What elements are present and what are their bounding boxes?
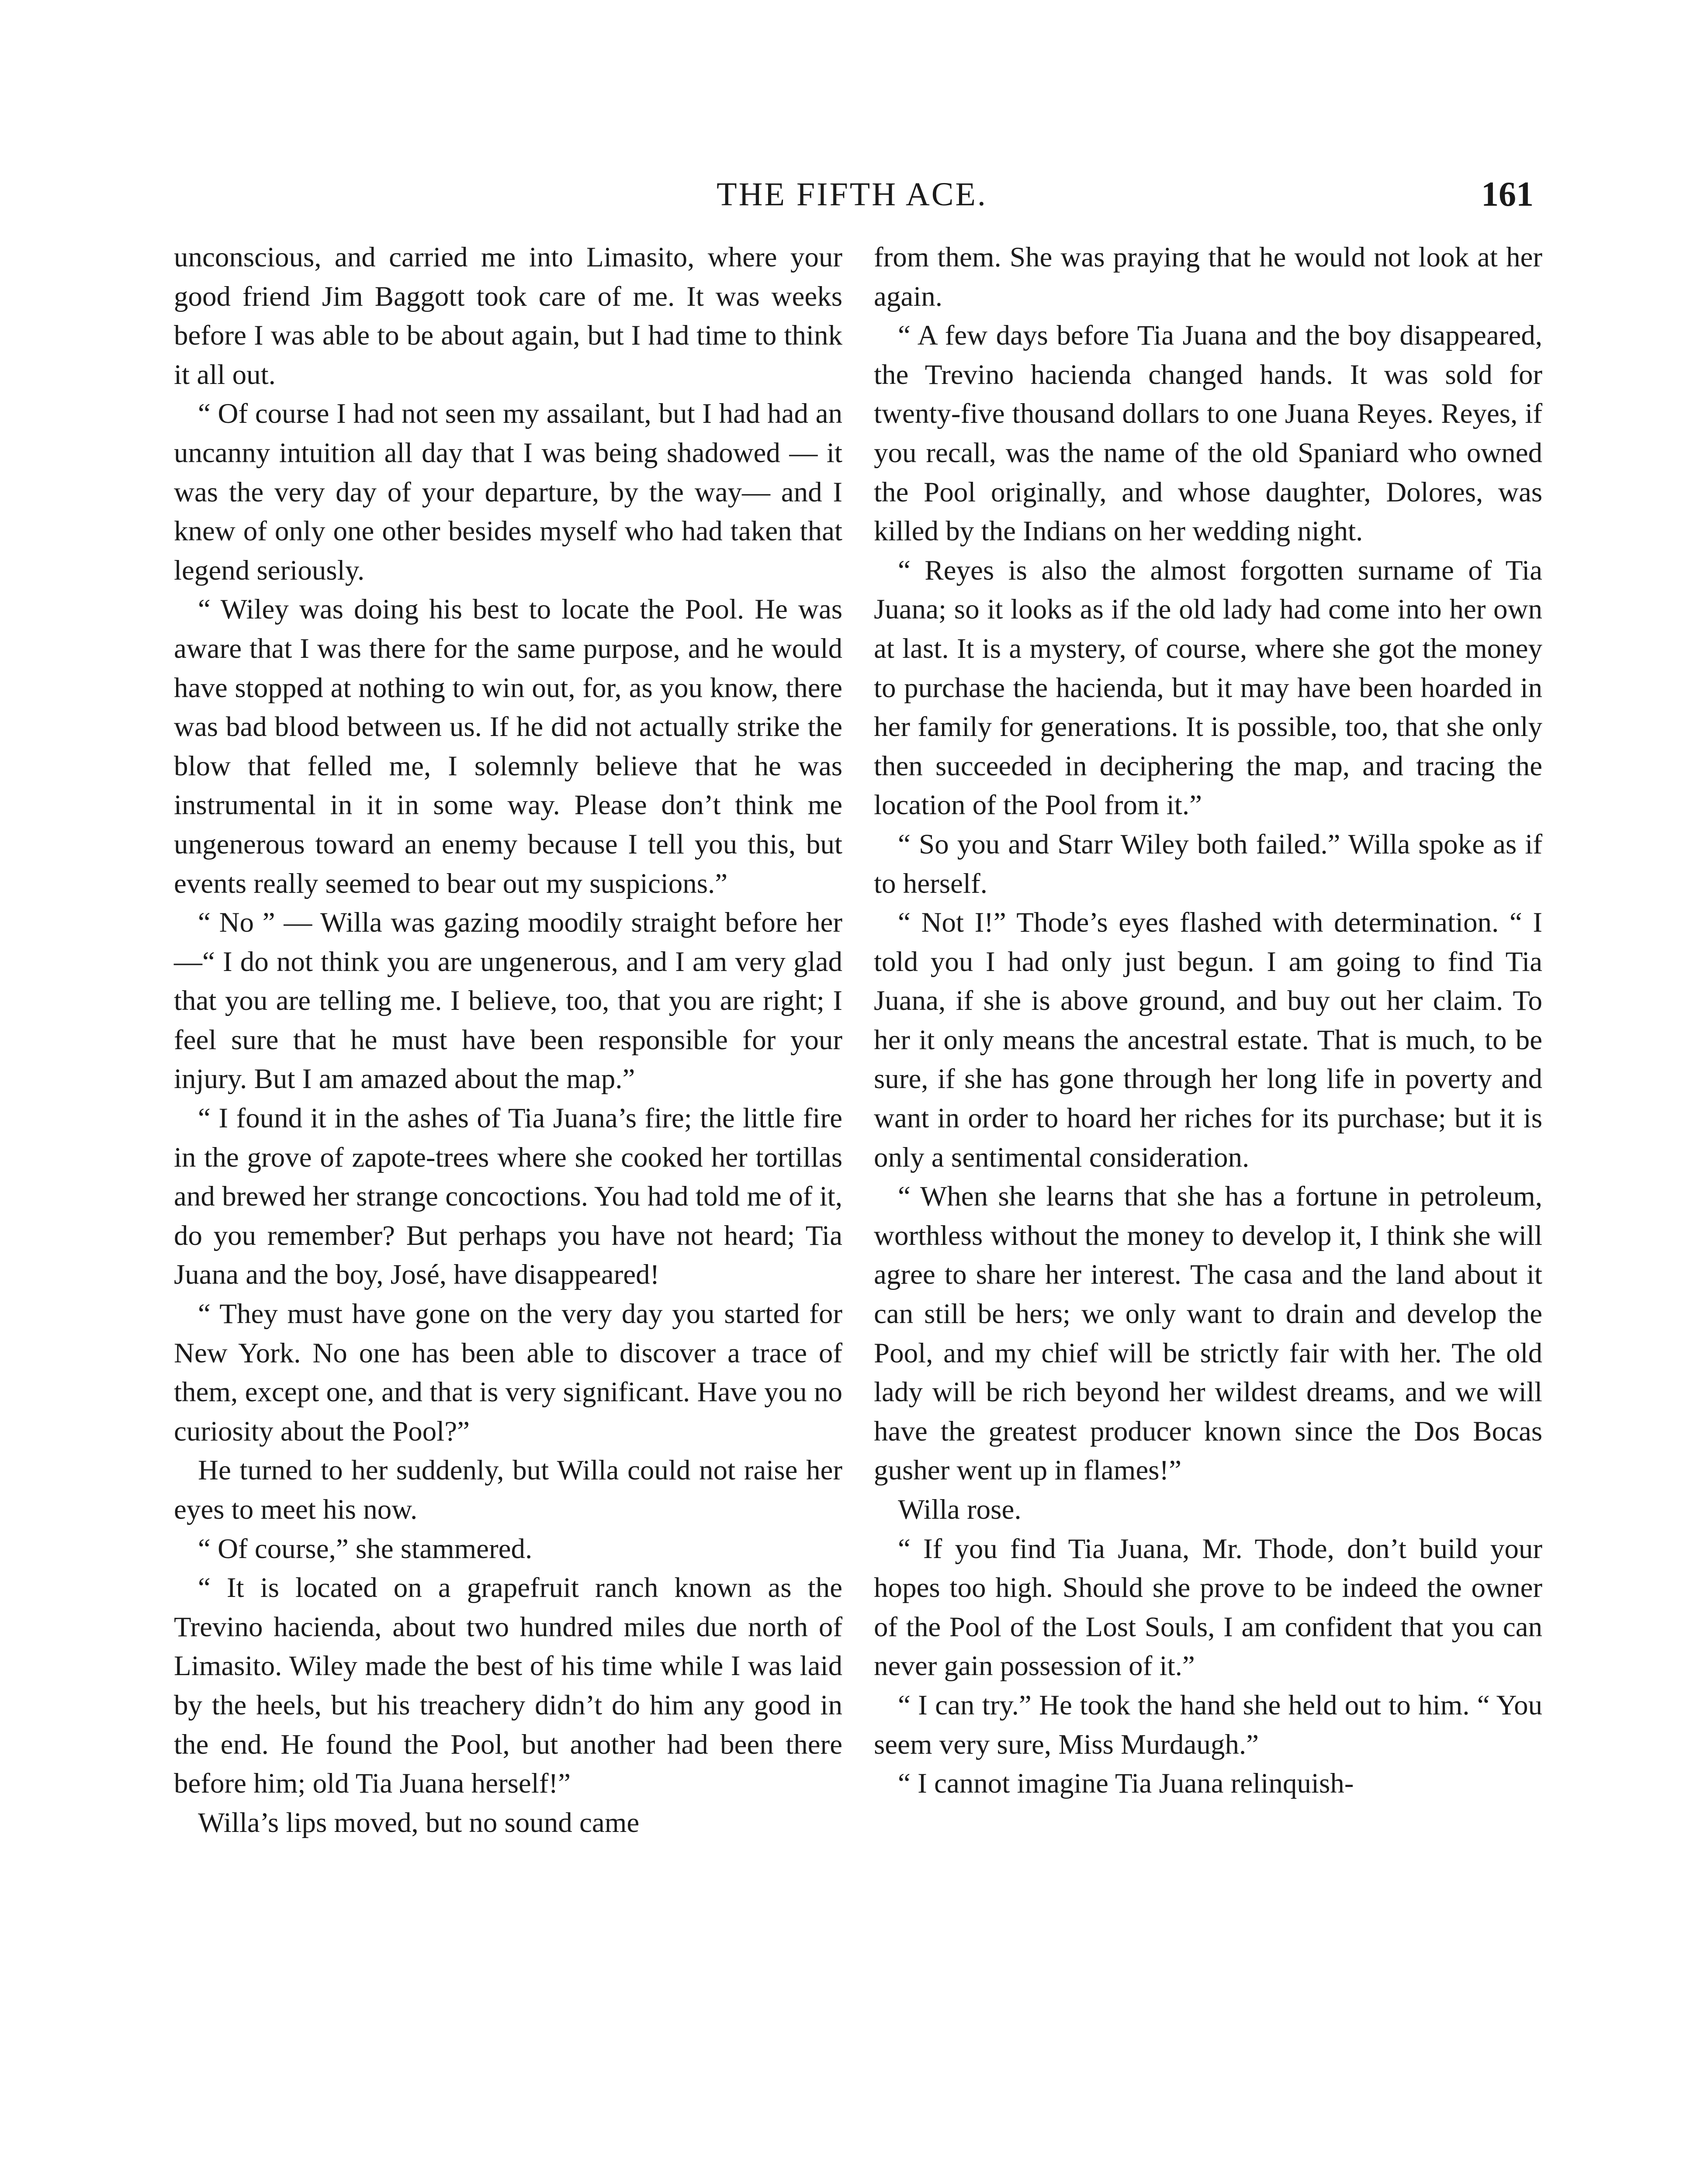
- paragraph: “ Not I!” Thode’s eyes flashed with determination. “ I told you I had only just begun. I am going to find Tia Juana, if she is above ground, and buy out her claim. To her it only means the ancestral estate. That is much, to be sure, if she has gone through her long life in poverty and want in order to hoard her riches for its purchase; but it is only a sentimental consideration.: [874, 907, 1542, 1173]
- paragraph: “ I cannot imagine Tia Juana relinquish-: [898, 1768, 1354, 1800]
- paragraph: “ So you and Starr Wiley both failed.” Willa spoke as if to herself.: [874, 828, 1542, 899]
- paragraph: “ It is located on a grapefruit ranch known as the Trevino hacienda, about two hundred miles due north of Limasito. Wiley made the best of his time while I was laid by the heels, but his treachery didn’t do him any good in the end. He found the Pool, but another had been there before him; old Tia Juana herself!”: [174, 1572, 842, 1800]
- paragraph: “ If you find Tia Juana, Mr. Thode, don’t build your hopes too high. Should she prove to be indeed the owner of the Pool of the Lost Souls, I am confident that you can never gain possession of it.”: [874, 1533, 1542, 1682]
- paragraph: “ Wiley was doing his best to locate the Pool. He was aware that I was there for the same purpose, and he would have stopped at nothing to win out, for, as you know, there was bad blood between us. If he did not actually strike the blow that felled me, I solemnly believe that he was instrumental in it in some way. Please don’t think me ungenerous toward an enemy because I tell you this, but events really seemed to bear out my suspicions.”: [174, 594, 842, 899]
- paragraph: “ When she learns that she has a fortune in petroleum, worthless without the money to develop it, I think she will agree to share her interest. The casa and the land about it can still be hers; we only want to drain and develop the Pool, and my chief will be strictly fair with her. The old lady will be rich beyond her wildest dreams, and we will have the greatest producer known since the Dos Bocas gusher went up in flames!”: [874, 1181, 1542, 1486]
- paragraph: “ I found it in the ashes of Tia Juana’s fire; the little fire in the grove of zapote-trees where she cooked her tortillas and brewed her strange concoctions. You had told me of it, do you remember? But perhaps you have not heard; Tia Juana and the boy, José, have disappeared!: [174, 1102, 842, 1291]
- paragraph: from them. She was praying that he would not look at her again.: [874, 242, 1542, 312]
- paragraph: “ No ” — Willa was gazing moodily straight before her—“ I do not think you are ungenerous, and I am very glad that you are telling me. I believe, too, that you are right; I feel sure that he must have been responsible for your injury. But I am amazed about the map.”: [174, 907, 842, 1095]
- paragraph: “ Reyes is also the almost forgotten surname of Tia Juana; so it looks as if the old lady had come into her own at last. It is a mystery, of course, where she got the money to purchase the hacienda, but it may have been hoarded in her family for generations. It is possible, too, that she only then succeeded in deciphering the map, and tracing the location of the Pool from it.”: [874, 554, 1542, 821]
- paragraph: “ I can try.” He took the hand she held out to him. “ You seem very sure, Miss Murdaugh.”: [874, 1689, 1542, 1760]
- paragraph: unconscious, and carried me into Limasito, where your good friend Jim Baggott took care of me. It was weeks before I was able to be about again, but I had time to think it all out.: [174, 242, 842, 390]
- page-number: 161: [1481, 175, 1534, 214]
- left-column: [174, 238, 842, 1842]
- paragraph: “ Of course I had not seen my assailant, but I had had an uncanny intuition all day that I was being shadowed — it was the very day of your departure, by the way— and I knew of only one other besides myself who had taken that legend seriously.: [174, 398, 842, 586]
- running-title: THE FIFTH ACE.: [717, 176, 987, 213]
- paragraph: Willa rose.: [898, 1494, 1022, 1525]
- paragraph: “ They must have gone on the very day you started for New York. No one has been able to discover a trace of them, except one, and that is very significant. Have you no curiosity about the Pool?”: [174, 1298, 842, 1447]
- paragraph: Willa’s lips moved, but no sound came: [198, 1807, 640, 1838]
- paragraph: “ Of course,” she stammered.: [198, 1533, 533, 1565]
- page-header: [170, 173, 1534, 234]
- right-column: [874, 238, 1542, 1804]
- paragraph: “ A few days before Tia Juana and the boy disappeared, the Trevino hacienda changed hands. It was sold for twenty-five thousand dollars to one Juana Reyes. Reyes, if you recall, was the name of the old Spaniard who owned the Pool originally, and whose daughter, Dolores, was killed by the Indians on her wedding night.: [874, 320, 1542, 547]
- paragraph: He turned to her suddenly, but Willa could not raise her eyes to meet his now.: [174, 1455, 842, 1525]
